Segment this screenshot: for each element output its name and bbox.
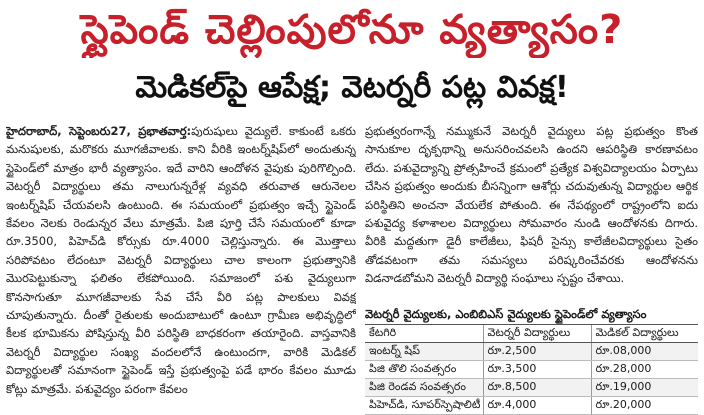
table-header-category: కేటగిరి (365, 325, 483, 343)
table-cell-category: ఇంటర్న్ షిప్ (365, 343, 483, 361)
subheadline: మెడికల్‌పై ఆపేక్ష; వెటర్నరీ పట్ల వివక్ష! (135, 70, 569, 105)
table-cell-veterinary: రూ.4,000 (483, 397, 591, 415)
table-header-medical: మెడికల్ విద్యార్థులు (591, 325, 698, 343)
table-cell-medical: రూ.19,000 (591, 379, 698, 397)
article-body-right: ప్రభుత్వరంగాన్నే నమ్ముకునే వెటర్నరీ వైద్యులు పట్ల ప్రభుత్వం కొంత సానుకూల దృక్పథాన్ని అనుసరించవలసి ఉందని ఆపరిస్థితి కారణావటం లేదు. పశువైద్యాన్ని ప్రోత్సహించే క్రమంలో ప్రత్యేక విశ్వవిద్యాలయం ఏర్పాటు చేసిన ప్రభుత్వం అందుకు బీసన్నింగా ఆశోర్లు చదువుతున్న విద్యార్థుల ఆర్థిక పరిస్థితిని అంచనా వేయలేక పోతుంది. ఈ నేపథ్యంలో రాష్ట్రంలోని ఐదు పశువైద్య కళాశాలల విద్యార్థులు సోమవారం నుండి ఆందోళనకు దిగారు. వీరికి మద్దతుగా డైరీ కాలేజీలు, ఫిషరీ సైన్సు కాలేజీలవిద్యార్థులు సైతం తోడవటంగా తమ సమస్యలు పరిష్కరించేవరకు ఆందోళనను విడనాడబోమని వెటర్నరీ విద్యార్థి సంఘాలు స్పష్టం చేశాయి. (365, 124, 698, 286)
headline: స్టైపెండ్ చెల్లింపులోనూ వ్యత్యాసం? (80, 7, 624, 53)
table-row (365, 379, 698, 397)
dateline: హైదరాబాద్, సెప్టెంబరు27, ప్రభాతవార్త: (6, 124, 192, 138)
table-cell-medical: రూ.28,000 (591, 361, 698, 379)
table-cell-category: పిహెచ్‌డి, సూపర్‌స్పెషాలిటీ (365, 397, 483, 415)
table-row (365, 361, 698, 379)
table-cell-veterinary: రూ.2,500 (483, 343, 591, 361)
table-header-row (365, 325, 698, 343)
article-right-column (365, 122, 698, 302)
table-cell-category: పిజి తొలి సంవత్సరం (365, 361, 483, 379)
table-row (365, 343, 698, 361)
table-cell-category: పిజి రెండవ సంవత్సరం (365, 379, 483, 397)
article-body-left: పురుషులు వైద్యులే. కాకుంటే ఒకరు మనుషులకు, మరొకరు మూగజీవాలకు. కాని వీరికి ఇంటర్న్‌షిప్‌లో అందుతున్న స్టైపెండ్‌లో మాత్రం భారీ వ్యత్యాసం. ఇదే వారిని ఆందోళన వైపుకు పురిగొల్పింది. వెటర్నరీ విద్యార్థులు తమ నాలుగున్నరేళ్ల వ్యవధి తరువాత ఆరునెలల ఇంటర్న్‌షిప్ చేయవలసి ఉంటుంది. ఈ సమయంలో ప్రభుత్వం ఇచ్చే స్టైపెండ్ కేవలం నెలకు రెండున్నర వేలు మాత్రమే. పిజి పూర్తి చేసే సమయంలో కూడా రూ.3500, పిహెచ్‌డి కోర్సుకు రూ.4000 చెల్లిస్తున్నారు. ఈ మొత్తాలు సరిపోవటం లేదంటూ వెటర్నరీ విద్యార్థులు చాల కాలంగా ప్రభుత్వానికి మొరపెట్టుకున్నా ఫలితం లేకపోయింది. సమాజంలో పశు వైద్యులుగా కొనసాగుతూ మూగజీవాలకు సేవ చేసే వీరి పట్ల పాలకులు వివక్ష చూపుతున్నారు. దీంతో రైతులకు అందుబాటులో ఉంటూ గ్రామీణ అభివృద్ధిలో కీలక భూమికను పోషిస్తున్న వీరి పరిస్థితి బాధకరంగా తయారైంది. వాస్తవానికి వెటర్నరీ విద్యార్థుల సంఖ్య వందలలోనే ఉంటుందగా, వారికి మెడికల్ విద్యార్థులతో సమానంగా స్టైపెండ్ ఇస్తే ప్రభుత్వంపై పడే భారం కేవలం మూడు కోట్లు మాత్రమే. పశువైద్యం పరంగా కేవలం (6, 124, 356, 396)
table-cell-medical: రూ.08,000 (591, 343, 698, 361)
table-cell-medical: రూ.20,000 (591, 397, 698, 415)
table-header-veterinary: వెటర్నరీ విద్యార్థులు (483, 325, 591, 343)
fee-table-title: వెటర్నరీ వైద్యులకు, ఎంబిబిఎస్ వైద్యులకు స్టైపెండ్‌లో వ్యత్యాసం (365, 307, 647, 321)
table-cell-veterinary: రూ.8,500 (483, 379, 591, 397)
stipend-comparison-table (365, 324, 698, 415)
table-row (365, 397, 698, 415)
table-cell-veterinary: రూ.3,500 (483, 361, 591, 379)
article-left-column (6, 122, 356, 412)
